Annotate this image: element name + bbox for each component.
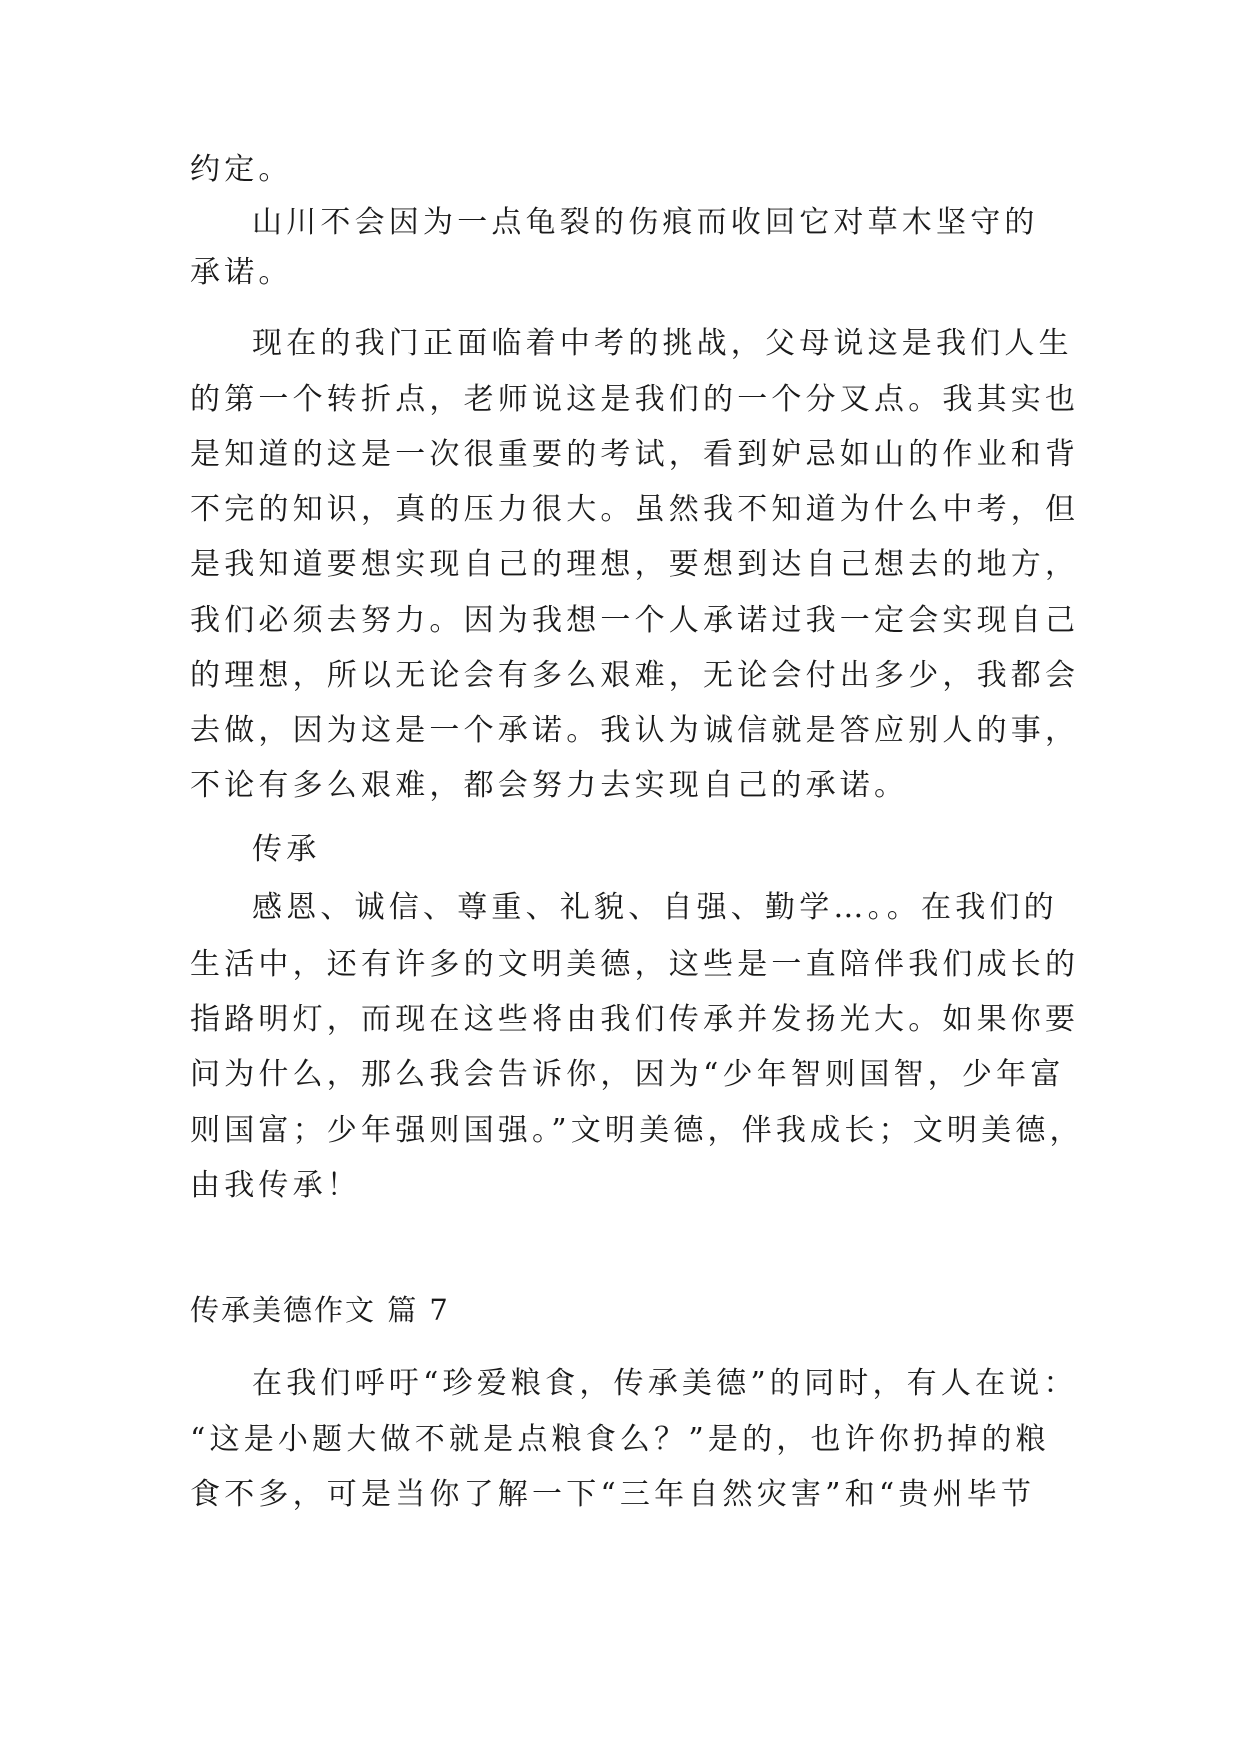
paragraph-line: 是我知道要想实现自己的理想，要想到达自己想去的地方， [190, 547, 1080, 582]
paragraph-line: 现在的我门正面临着中考的挑战，父母说这是我们人生 [252, 326, 1073, 361]
paragraph-line: 去做，因为这是一个承诺。我认为诚信就是答应别人的事， [190, 713, 1080, 748]
paragraph-line: 的第一个转折点，老师说这是我们的一个分叉点。我其实也 [190, 382, 1080, 417]
paragraph-line: 不论有多么艰难，都会努力去实现自己的承诺。 [190, 768, 909, 803]
paragraph-line: 感恩、诚信、尊重、礼貌、自强、勤学…。。在我们的 [252, 890, 1058, 925]
paragraph-line: 约定。 [190, 152, 293, 187]
paragraph-line: “这是小题大做不就是点粮食么？”是的，也许你扔掉的粮 [190, 1422, 1050, 1457]
paragraph-line: 承诺。 [190, 255, 293, 290]
paragraph-line: 的理想，所以无论会有多么艰难，无论会付出多少，我都会 [190, 658, 1080, 693]
paragraph-line: 不完的知识，真的压力很大。虽然我不知道为什么中考，但 [190, 492, 1080, 527]
paragraph-line: 则国富；少年强则国强。”文明美德，伴我成长；文明美德， [190, 1113, 1084, 1148]
paragraph-line: 由我传承！ [190, 1168, 361, 1203]
paragraph-line: 指路明灯，而现在这些将由我们传承并发扬光大。如果你要 [190, 1002, 1080, 1037]
article-heading: 传承美德作文 篇 7 [190, 1293, 450, 1327]
paragraph-line: 生活中，还有许多的文明美德，这些是一直陪伴我们成长的 [190, 947, 1080, 982]
paragraph-line: 食不多，可是当你了解一下“三年自然灾害”和“贵州毕节 [190, 1477, 1036, 1512]
paragraph-line: 问为什么，那么我会告诉你，因为“少年智则国智，少年富 [190, 1057, 1065, 1092]
section-subheading: 传承 [252, 832, 321, 867]
paragraph-line: 在我们呼吁“珍爱粮食，传承美德”的同时，有人在说： [252, 1366, 1078, 1401]
paragraph-line: 我们必须去努力。因为我想一个人承诺过我一定会实现自己 [190, 603, 1080, 638]
paragraph-line: 山川不会因为一点龟裂的伤痕而收回它对草木坚守的 [252, 205, 1039, 240]
paragraph-line: 是知道的这是一次很重要的考试，看到妒忌如山的作业和背 [190, 437, 1080, 472]
